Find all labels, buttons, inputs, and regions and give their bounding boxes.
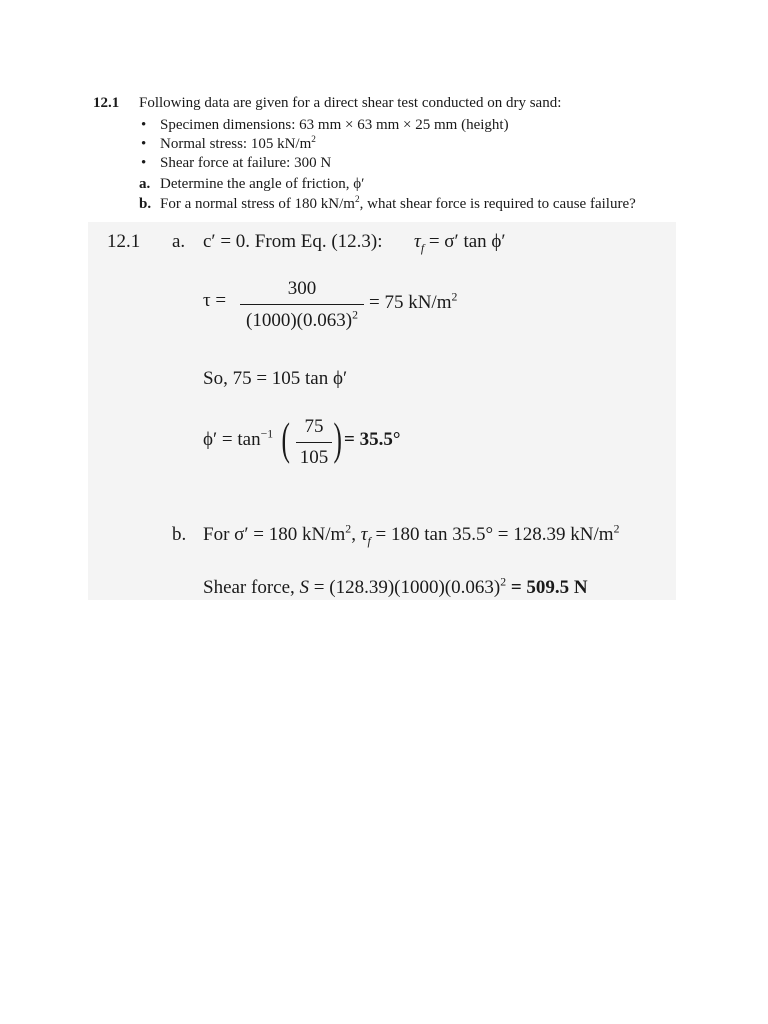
bullet-icon: • xyxy=(141,155,147,171)
part-b-label: b. xyxy=(139,196,152,212)
phi-numerator: 75 xyxy=(304,416,324,437)
fraction-bar xyxy=(240,304,364,305)
part-b-line: For σ′ = 180 $kN/m^2$, $\tau_f = 180$ tan 35.5° = 128.39 $kN/m^2$ xyxy=(203,522,620,548)
bullet-icon: • xyxy=(141,117,147,133)
solution-number: 12.1 xyxy=(107,231,141,252)
part-a-line: c′ = 0. From Eq. (12.3): xyxy=(203,231,383,252)
phi-result: = 35.5° xyxy=(344,429,401,450)
tau-denominator: $(1000)(0.063)^2$ xyxy=(246,308,358,331)
phi-denominator: 105 xyxy=(299,447,329,468)
bullet-item: Shear force at failure: 300 N xyxy=(160,155,332,171)
so-line: So, 75 = 105 tan ϕ′ xyxy=(203,368,348,389)
tau-symbol: τ = xyxy=(203,290,227,311)
part-a-text: Determine the angle of friction, ϕ′ xyxy=(160,176,365,192)
part-a-label: a. xyxy=(172,231,186,252)
bullet-item: Normal stress: 105 $kN/m^2$ xyxy=(160,135,316,152)
part-b-label: b. xyxy=(172,524,187,545)
part-a-label: a. xyxy=(139,176,151,192)
bullet-item: Specimen dimensions: 63 mm × 63 mm × 25 mm (height) xyxy=(160,117,509,133)
fraction-bar xyxy=(296,442,332,443)
phi-lhs: $\phi' = \tan^{-1}$ xyxy=(203,427,274,450)
left-paren: ( xyxy=(281,413,290,464)
shear-force-line: Shear force, $S = (128.39)(1000)(0.063)^2 = 509.5$ N xyxy=(203,575,588,598)
tau-numerator: 300 xyxy=(287,278,317,299)
bullet-icon: • xyxy=(141,136,147,152)
right-paren: ) xyxy=(333,413,342,464)
tau-result: = 75 $kN/m^2$ xyxy=(369,290,458,313)
problem-intro: Following data are given for a direct shear test conducted on dry sand: xyxy=(139,95,562,111)
part-b-text: For a normal stress of 180 $kN/m^2$, what shear force is required to cause failure? xyxy=(160,195,636,212)
part-a-equation: $\tau_f = \sigma'$ tan ϕ′ xyxy=(414,231,506,255)
problem-number: 12.1 xyxy=(93,95,120,111)
